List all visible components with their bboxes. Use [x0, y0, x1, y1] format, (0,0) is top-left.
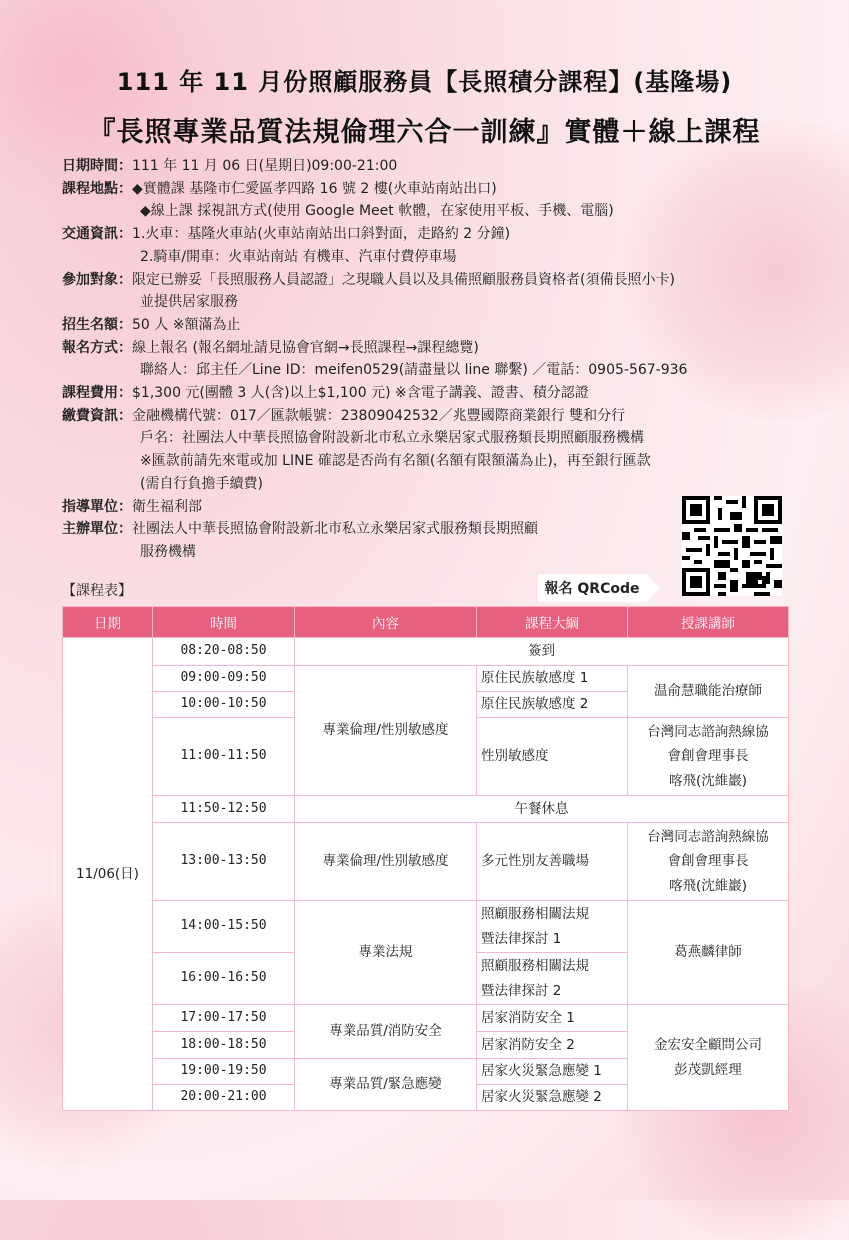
outline-cell [477, 953, 628, 1005]
info-value: 線上報名 (報名網址請見協會官網→長照課程→課程總覽) [132, 339, 479, 356]
time-cell: 08:20-08:50 [153, 638, 295, 666]
column-header: 授課講師 [628, 607, 789, 638]
info-value: ※匯款前請先來電或加 LINE 確認是否尚有名額(名額有限額滿為止)，再至銀行匯款 [140, 453, 651, 470]
teacher-cell: 温俞慧職能治療師 [628, 666, 789, 718]
column-header: 課程大綱 [477, 607, 628, 638]
info-label: 招生名額： [62, 316, 132, 333]
span-cell: 簽到 [295, 638, 789, 666]
info-value: 50 人 ※額滿為止 [132, 316, 241, 333]
info-value: 限定已辦妥「長照服務人員認證」之現職人員以及具備照顧服務員資格者(須備長照小卡) [132, 271, 675, 288]
info-value: 111 年 11 月 06 日(星期日)09:00-21:00 [132, 158, 398, 174]
qr-code[interactable] [682, 496, 782, 596]
table-row [63, 901, 789, 953]
table-row [63, 1005, 789, 1032]
info-value: 衛生福利部 [132, 498, 202, 515]
teacher-cell [628, 718, 789, 796]
qr-code-label: 報名 QRCode [538, 574, 646, 602]
title-line-1: 111 年 11 月份照顧服務員【長照積分課程】(基隆場) [116, 68, 733, 96]
info-label: 交通資訊： [62, 226, 132, 243]
info-transport [62, 223, 802, 246]
info-value: (需自行負擔手續費) [140, 475, 263, 492]
time-cell: 20:00-21:00 [153, 1085, 295, 1111]
info-value: 金融機構代號：017／匯款帳號：23809042532／兆豐國際商業銀行 雙和分行 [132, 407, 626, 424]
teacher-line: 喀飛(沈維巖) [668, 877, 748, 894]
info-target [62, 269, 802, 292]
outline-cell: 多元性別友善職場 [477, 823, 628, 901]
table-header-row [63, 607, 789, 638]
teacher-cell [628, 823, 789, 901]
outline-cell: 性別敏感度 [477, 718, 628, 796]
info-label: 指導單位： [62, 498, 132, 515]
outline-cell: 居家消防安全 1 [477, 1005, 628, 1032]
outline-cell: 居家火災緊急應變 2 [477, 1085, 628, 1111]
outline-line: 暨法律探討 2 [481, 982, 562, 999]
time-cell: 18:00-18:50 [153, 1032, 295, 1059]
info-label: 參加對象： [62, 271, 132, 288]
time-cell: 19:00-19:50 [153, 1059, 295, 1085]
info-value: 聯絡人：邱主任／Line ID：meifen0529(請盡量以 line 聯繫) ／電話：0905-567-936 [140, 362, 688, 379]
column-header: 日期 [63, 607, 153, 638]
info-value: $1,300 元(團體 3 人(含)以上$1,100 元) ※含電子講義、證書、積分認證 [132, 385, 589, 402]
outline-cell: 原住民族敏感度 1 [477, 666, 628, 692]
info-label: 主辦單位： [62, 521, 132, 538]
table-row [63, 666, 789, 692]
teacher-line: 台灣同志諮詢熱線協 [647, 828, 769, 845]
outline-cell [477, 901, 628, 953]
content-cell: 專業品質/緊急應變 [295, 1059, 477, 1111]
content-cell: 專業法規 [295, 901, 477, 1005]
table-row [63, 638, 789, 666]
info-date [62, 155, 802, 178]
schedule-label: 【課程表】 [62, 583, 132, 599]
info-quota [62, 314, 802, 337]
column-header: 內容 [295, 607, 477, 638]
time-cell: 13:00-13:50 [153, 823, 295, 901]
time-cell: 14:00-15:50 [153, 901, 295, 953]
info-label: 課程費用： [62, 385, 132, 402]
outline-cell: 居家火災緊急應變 1 [477, 1059, 628, 1085]
info-fee [62, 382, 802, 405]
time-cell: 17:00-17:50 [153, 1005, 295, 1032]
info-value: ◆線上課 採視訊方式(使用 Google Meet 軟體，在家使用平板、手機、電腦) [140, 203, 614, 220]
teacher-cell [628, 1005, 789, 1111]
info-signup [62, 337, 802, 360]
outline-line: 暨法律探討 1 [481, 930, 562, 947]
info-value: 2.騎車/開車：火車站南站 有機車、汽車付費停車場 [140, 248, 457, 265]
column-header: 時間 [153, 607, 295, 638]
info-value: ◆實體課 基隆市仁愛區孝四路 16 號 2 樓(火車站南站出口) [132, 180, 497, 197]
qr-code-icon [682, 496, 782, 596]
content-cell: 專業品質/消防安全 [295, 1005, 477, 1059]
content-cell: 專業倫理/性別敏感度 [295, 666, 477, 796]
teacher-line: 喀飛(沈維巖) [668, 772, 748, 789]
outline-cell: 居家消防安全 2 [477, 1032, 628, 1059]
info-value: 1.火車：基隆火車站(火車站南站出口斜對面，走路約 2 分鐘) [132, 226, 511, 243]
teacher-line: 彭茂凱經理 [674, 1061, 742, 1078]
info-value: 戶名：社團法人中華長照協會附設新北市私立永樂居家式服務類長期照顧服務機構 [140, 430, 644, 447]
teacher-line: 台灣同志諮詢熱線協 [647, 723, 769, 740]
teacher-line: 會創會理事長 [667, 748, 749, 765]
content-cell: 專業倫理/性別敏感度 [295, 823, 477, 901]
time-cell: 11:00-11:50 [153, 718, 295, 796]
info-value: 社團法人中華長照協會附設新北市私立永樂居家式服務類長期照顧 [132, 521, 538, 538]
info-label: 報名方式： [62, 339, 132, 356]
time-cell: 16:00-16:50 [153, 953, 295, 1005]
info-location [62, 178, 802, 201]
date-cell: 11/06(日) [63, 638, 153, 1111]
info-payment [62, 405, 802, 428]
title-line-2: 『長照專業品質法規倫理六合一訓練』實體＋線上課程 [88, 117, 761, 148]
table-row [63, 823, 789, 901]
outline-line: 照顧服務相關法規 [481, 906, 589, 922]
info-label: 繳費資訊： [62, 407, 132, 424]
info-value: 並提供居家服務 [140, 294, 238, 311]
time-cell: 11:50-12:50 [153, 796, 295, 823]
time-cell: 09:00-09:50 [153, 666, 295, 692]
outline-cell: 原住民族敏感度 2 [477, 692, 628, 718]
teacher-cell: 葛燕麟律師 [628, 901, 789, 1005]
info-label: 日期時間： [62, 158, 132, 174]
time-cell: 10:00-10:50 [153, 692, 295, 718]
outline-line: 照顧服務相關法規 [481, 958, 589, 974]
info-label: 課程地點： [62, 180, 132, 197]
teacher-line: 會創會理事長 [667, 853, 749, 870]
info-value: 服務機構 [140, 543, 196, 560]
span-cell: 午餐休息 [295, 796, 789, 823]
teacher-line: 金宏安全顧問公司 [654, 1037, 762, 1053]
table-row [63, 796, 789, 823]
schedule-table [62, 606, 789, 1111]
